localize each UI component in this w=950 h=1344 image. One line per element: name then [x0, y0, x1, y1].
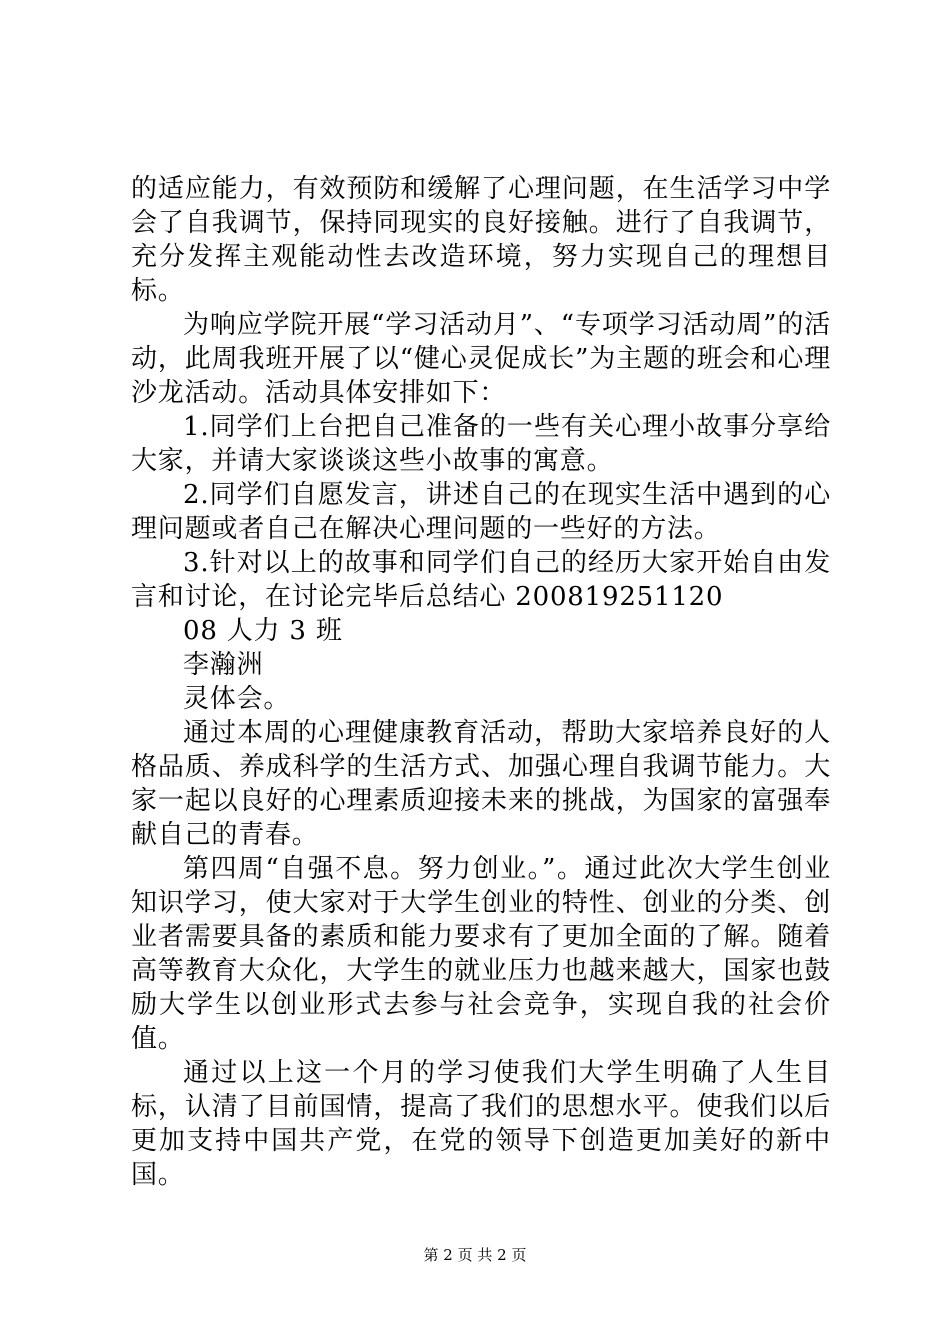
paragraph-continuation: 的适应能力，有效预防和缓解了心理问题，在生活学习中学会了自我调节，保持同现实的良好接触。进行了自我调节，充分发挥主观能动性去改造环境，努力实现自己的理想目标。: [131, 174, 831, 306]
list-item-1: 1.同学们上台把自己准备的一些有关心理小故事分享给大家，并请大家谈谈这些小故事的寓意。: [131, 412, 831, 476]
paragraph-mental-health: 通过本周的心理健康教育活动，帮助大家培养良好的人格品质、养成科学的生活方式、加强心理自我调节能力。大家一起以良好的心理素质迎接未来的挑战，为国家的富强奉献自己的青春。: [131, 718, 831, 850]
paragraph-activity-intro: 为响应学院开展“学习活动月”、“专项学习活动周”的活动，此周我班开展了以“健心灵促成长”为主题的班会和心理沙龙活动。活动具体安排如下：: [131, 310, 831, 408]
author-name-line: 李瀚洲: [183, 650, 264, 680]
list-item-3: 3.针对以上的故事和同学们自己的经历大家开始自由发言和讨论，在讨论完毕后总结心 200819251120: [131, 548, 831, 612]
paragraph-conclusion: 通过以上这一个月的学习使我们大学生明确了人生目标，认清了目前国情，提高了我们的思想水平。使我们以后更加支持中国共产党，在党的领导下创造更加美好的新中国。: [131, 1058, 831, 1190]
title-fragment-line: 灵体会。: [183, 684, 291, 714]
page-number-footer: 第 2 页 共 2 页: [423, 1246, 527, 1264]
paragraph-week-four: 第四周“自强不息。努力创业。”。通过此次大学生创业知识学习，使大家对于大学生创业的特性、创业的分类、创业者需要具备的素质和能力要求有了更加全面的了解。随着高等教育大众化，大学生的就业压力也越来越大，国家也鼓励大学生以创业形式去参与社会竞争，实现自我的社会价值。: [131, 854, 831, 1054]
class-name-line: 08 人力 3 班: [183, 616, 343, 646]
list-item-2: 2.同学们自愿发言，讲述自己的在现实生活中遇到的心理问题或者自己在解决心理问题的一些好的方法。: [131, 480, 831, 544]
document-body: [131, 172, 831, 1192]
